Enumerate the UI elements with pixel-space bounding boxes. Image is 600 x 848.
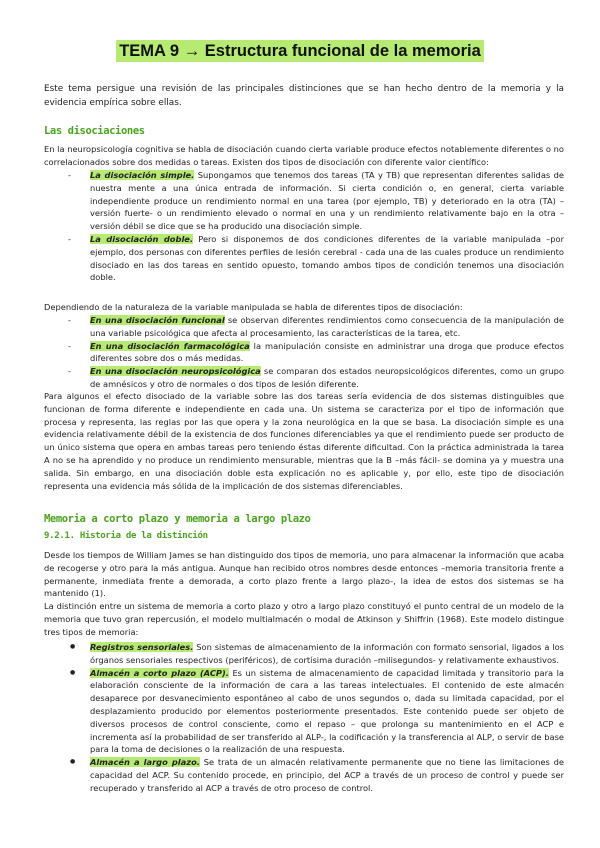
memoria-paragraph-2: La distinción entre un sistema de memoria a corto plazo y otro a largo plazo constituyó el punto central de un modelo de la memoria que tuvo gran repercusión, el modelo multialmacén o modal de Atkinson y Shiffrin (1968). Este modelo distingue tres tipos de memoria: xyxy=(44,601,564,637)
subsection-heading-historia: 9.2.1. Historia de la distinción xyxy=(44,531,208,541)
disociaciones-paragraph: En la neuropsicología cognitiva se habla de disociación cuando cierta variable produce efectos notablemente diferentes o no correlacionados sobre dos medidas o tareas. Existen dos tipos de disociación con diferente valor científico: xyxy=(44,144,564,167)
intro-paragraph: Este tema persigue una revisión de las principales distinciones que se han hecho dentro de la memoria y la evidencia empírica sobre ellas. xyxy=(44,84,564,108)
term-highlight: En una disociación farmacológica xyxy=(90,340,250,351)
term-highlight: La disociación doble. xyxy=(90,233,194,244)
section-heading-memoria: Memoria a corto plazo y memoria a largo plazo xyxy=(44,513,311,525)
list-item xyxy=(90,169,564,233)
list-item xyxy=(90,233,564,284)
term-highlight: En una disociación neuropsicológica xyxy=(90,366,261,377)
item-text: Supongamos que tenemos dos tareas (TA y TB) que representan diferentes salidas de nuestra mente a una única entrada de información. Si cierta condición o, en general, cierta variable independiente produce un rendimiento normal en una tarea (por ejemplo, TB) y deteriorado en la otra (TA) –versión fuerte- o un rendimiento elevado o normal en una y un rendimiento relativamente bajo en la otra –versión débil se dice que se ha producido una disociación simple. xyxy=(90,170,564,232)
item-text: la manipulación consiste en administrar una droga que produce efectos diferentes sobre dos o más medidas. xyxy=(90,340,564,364)
term-highlight: La disociación simple. xyxy=(90,170,195,180)
term-highlight: En una disociación funcional xyxy=(90,315,225,325)
list-item xyxy=(90,314,564,340)
item-text: se comparan dos estados neuropsicológicos diferentes, como un grupo de amnésicos y otro de normales o dos tipos de lesión diferente. xyxy=(90,366,564,389)
item-text: Pero si disponemos de dos condiciones diferentes de la variable manipulada –por ejemplo, dos personas con diferentes perfiles de lesión cerebral - cada una de las cuales produce un rendimiento disociado en las dos tareas en sentido opuesto, tomando ambos tipos de condición tenemos una disociación doble. xyxy=(90,233,565,283)
disociaciones-paragraph-3: Para algunos el efecto disociado de la variable sobre las dos tareas sería evidencia de dos sistemas distinguibles que funcionan de forma diferente e independiente en cada una. Un sistema se caracteriza por el tipo de información que procesa y representa, las reglas por las que opera y la zona neurológica en la que se basa. La disociación simple es una evidencia relativamente débil de la existencia de dos funciones diferenciables ya que el rendimiento puede ser producto de un único sistema que opera en ambas tareas pero teniendo éstas diferente dificultad. Con la práctica administrada la tarea A no se ha aprendido y no produce un rendimiento mensurable, mientras que la B –más fácil- se domina ya y muestra una salida. Sin embargo, en una disociación doble esta explicación no es aplicable y, por ello, este tipo de disociación representa una evidencia más sólida de la implicación de dos sistemas diferenciables. xyxy=(44,391,564,491)
list-item xyxy=(90,365,564,391)
item-text: Es un sistema de almacenamiento de capacidad limitada y transitorio para la elaboración consciente de la información de cara a las tareas intelectuales. El contenido de este almacén desaparece por desvanecimiento espontáneo al cabo de unos segundos o, dada su limitada capacidad, por el desplazamiento producido por elementos posteriormente presentados. Este contenido puede ser objeto de diversos procesos de control consciente, como el repaso – que prolonga su mantenimiento en el ACP e incrementa así la probabilidad de ser transferido al ALP-, la codificación y la transferencia al ALP, o servir de base para la toma de decisiones o la realización de una respuesta. xyxy=(90,667,564,755)
item-text: Son sistemas de almacenamiento de la información con formato sensorial, ligados a los órganos sensoriales respectivos (periféricos), de cortísima duración –milisegundos- y relativamente exhaustivos. xyxy=(90,642,564,665)
memory-types-list xyxy=(90,641,564,795)
disociaciones-paragraph-2: Dependiendo de la naturaleza de la variable manipulada se habla de diferentes tipos de disociación: xyxy=(44,302,463,312)
dissociation-types-list xyxy=(90,169,564,284)
item-text: se observan diferentes rendimientos como consecuencia de la manipulación de una variable psicológica que afecta al procesamiento, las características de la tarea, etc. xyxy=(90,315,564,338)
title-wrap xyxy=(0,40,600,62)
item-text: Se trata de un almacén relativamente permanente que no tiene las limitaciones de capacidad del ACP. Su contenido procede, en principio, del ACP a través de un proceso de control y puede ser recuperado y transferido al ACP a través de otro proceso de control. xyxy=(90,757,564,793)
page-title: TEMA 9 → Estructura funcional de la memoria xyxy=(116,40,484,62)
list-item xyxy=(90,667,564,757)
term-highlight: Almacén a largo plazo. xyxy=(90,757,200,768)
memoria-paragraph: Desde los tiempos de William James se han distinguido dos tipos de memoria, uno para almacenar la información que acaba de recogerse y otro para la más antigua. Aunque han recibido otros nombres desde entonces –memoria transitoria frente a permanente, inmediata frente a demorada, a corto plazo frente a largo plazo-, la idea de estos dos sistemas se ha mantenido (1). xyxy=(44,550,564,599)
list-item xyxy=(90,756,564,794)
section-heading-disociaciones: Las disociaciones xyxy=(44,125,145,137)
list-item xyxy=(90,340,564,366)
term-highlight: Registros sensoriales. xyxy=(90,642,194,652)
dissociation-variants-list xyxy=(90,314,564,391)
list-item xyxy=(90,641,564,667)
term-highlight: Almacén a corto plazo (ACP). xyxy=(90,667,229,678)
